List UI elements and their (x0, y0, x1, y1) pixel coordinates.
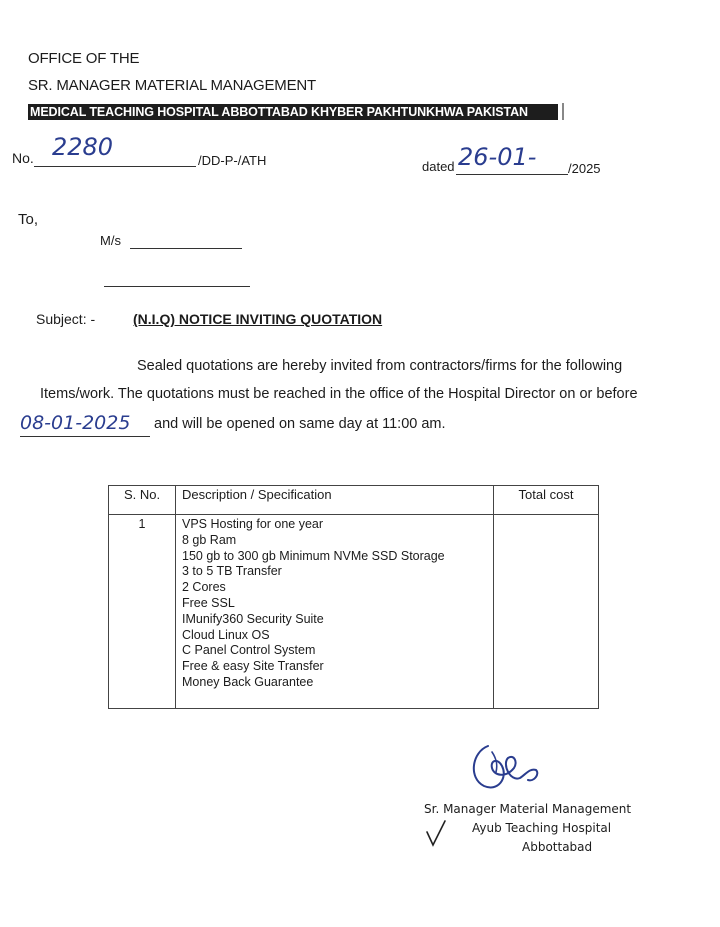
dated-label: dated (422, 159, 455, 174)
table-row (109, 515, 599, 709)
ms-label: M/s (100, 233, 121, 248)
spec-item: 2 Cores (182, 580, 226, 595)
address-blank-line (104, 270, 250, 287)
spec-item: Free SSL (182, 595, 235, 610)
spec-item: C Panel Control System (182, 643, 316, 658)
hospital-band: MEDICAL TEACHING HOSPITAL ABBOTTABAD KHYBER PAKHTUNKHWA PAKISTAN (28, 104, 558, 120)
check-mark (425, 818, 447, 848)
signatory-hospital: Ayub Teaching Hospital (472, 821, 612, 835)
specification-table (108, 485, 599, 709)
spec-item: IMunify360 Security Suite (182, 611, 324, 626)
signatory-city: Abbottabad (522, 840, 593, 854)
body-line3: and will be opened on same day at 11:00 am. (154, 416, 446, 432)
office-title-line2: SR. MANAGER MATERIAL MANAGEMENT (28, 77, 316, 94)
table-header-row (109, 486, 599, 515)
spec-item: VPS Hosting for one year (182, 517, 324, 531)
row-total-cost (494, 515, 599, 709)
col-header-description: Description / Specification (176, 486, 494, 515)
ms-blank-line (130, 232, 242, 249)
spec-item: Cloud Linux OS (182, 627, 270, 642)
spec-item: Money Back Guarantee (182, 674, 314, 689)
signatory-title: Sr. Manager Material Management (424, 802, 632, 816)
signature-scribble (462, 738, 552, 798)
body-line1: Sealed quotations are hereby invited from contractors/firms for the following (137, 358, 623, 374)
dated-handwritten: 26-01- (458, 143, 537, 171)
ref-no-label: No. (12, 150, 34, 166)
subject-title: (N.I.Q) NOTICE INVITING QUOTATION (133, 311, 383, 327)
spec-item: 150 gb to 300 gb Minimum NVMe SSD Storage (182, 548, 445, 563)
subject-label: Subject: - (36, 311, 96, 327)
spec-item: Free & easy Site Transfer (182, 659, 324, 674)
body-line2: Items/work. The quotations must be reached in the office of the Hospital Director on or before (40, 386, 638, 402)
spec-item: 3 to 5 TB Transfer (182, 564, 282, 579)
ref-no-handwritten: 2280 (52, 133, 114, 161)
col-header-sno: S. No. (109, 486, 176, 515)
office-title-line1: OFFICE OF THE (28, 50, 140, 67)
band-divider (562, 103, 564, 120)
dated-year: /2025 (568, 161, 601, 176)
to-label: To, (18, 211, 39, 228)
spec-item: 8 gb Ram (182, 532, 237, 547)
row-description (176, 515, 494, 709)
ref-no-suffix: /DD-P-/ATH (198, 153, 267, 168)
deadline-date-handwritten: 08-01-2025 (20, 410, 150, 437)
row-sno: 1 (109, 515, 176, 709)
col-header-total-cost: Total cost (494, 486, 599, 515)
